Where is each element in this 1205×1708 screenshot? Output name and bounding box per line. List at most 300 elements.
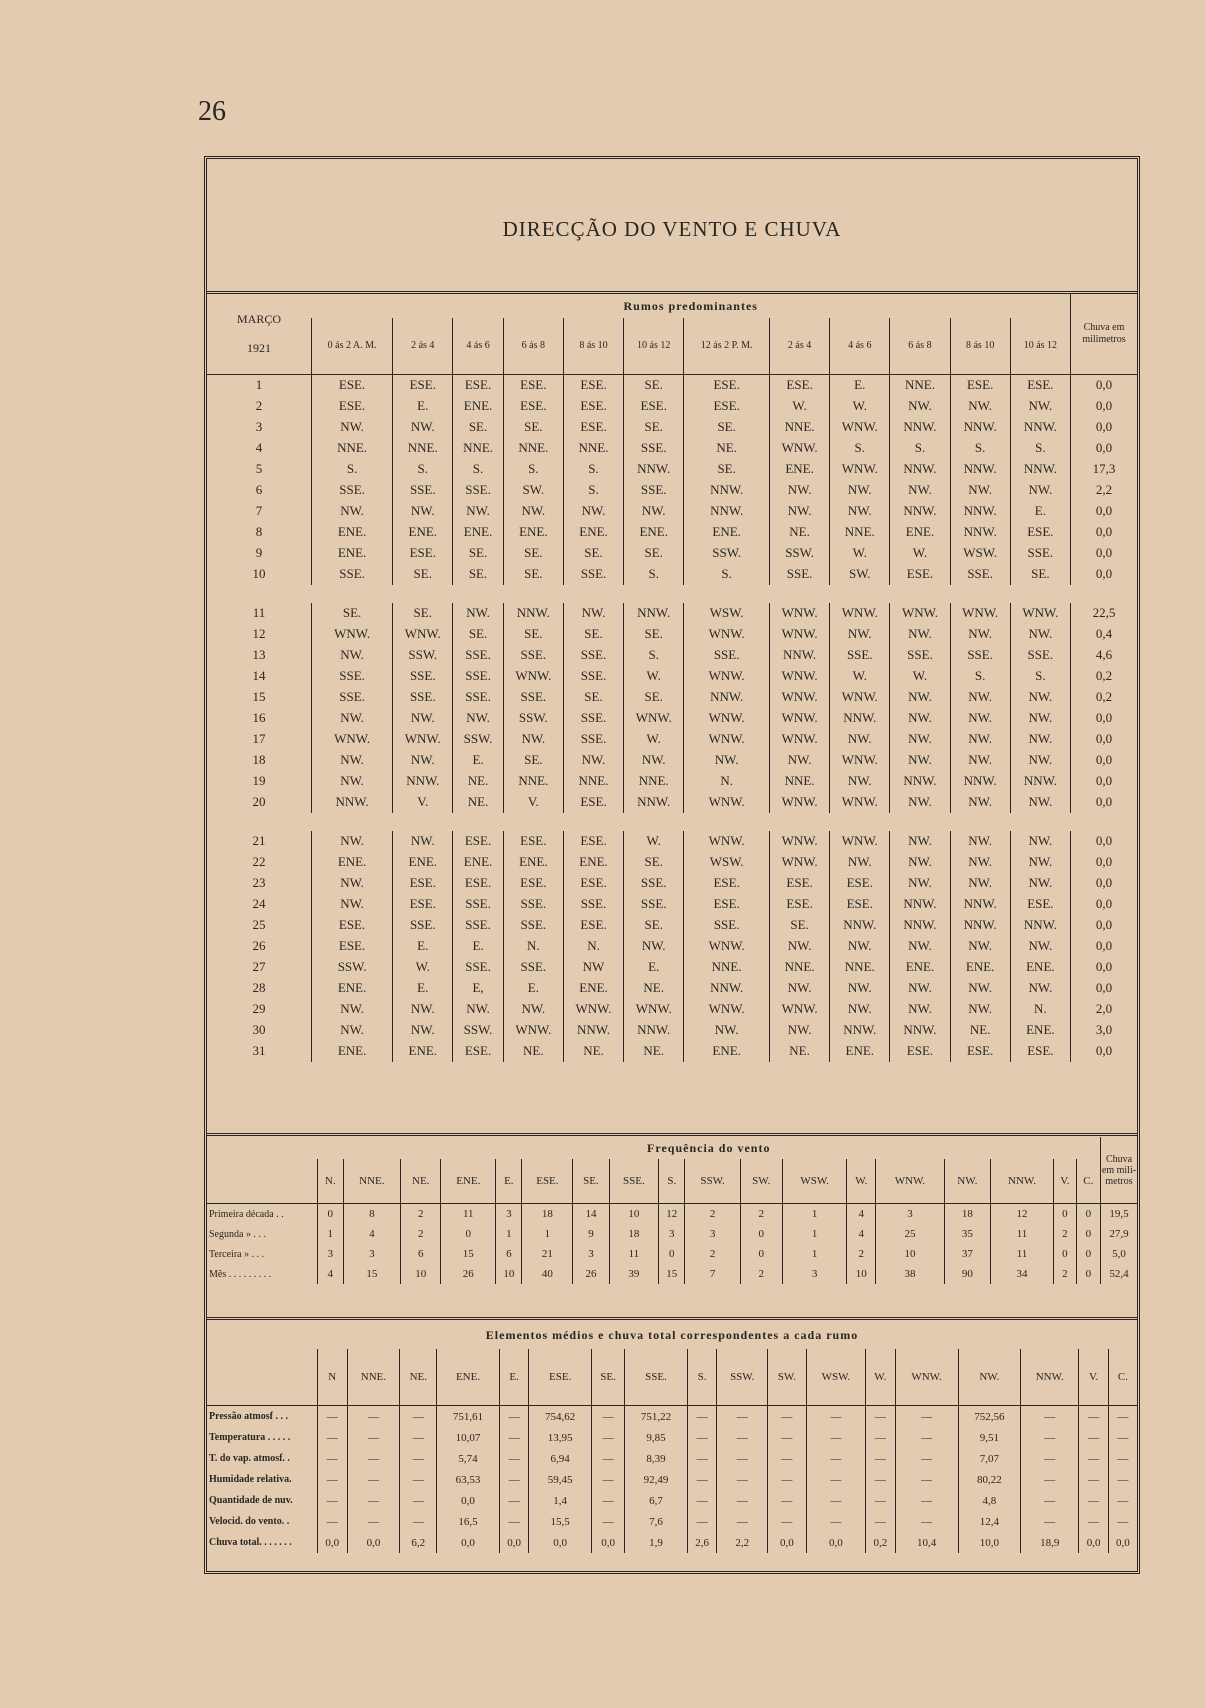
- element-cell: —: [318, 1406, 348, 1428]
- frequency-cell: 3: [782, 1264, 847, 1284]
- direction-header: E.: [499, 1349, 529, 1406]
- direction-cell: SE.: [624, 687, 684, 708]
- direction-cell: SSE.: [890, 645, 950, 666]
- table-row: [207, 396, 1137, 417]
- direction-cell: NW.: [312, 894, 393, 915]
- direction-cell: E.: [393, 978, 453, 999]
- direction-cell: NW.: [453, 999, 503, 1020]
- direction-cell: NNW.: [890, 417, 950, 438]
- frequency-cell: 18: [609, 1224, 659, 1244]
- element-cell: —: [895, 1406, 958, 1428]
- direction-cell: N.: [503, 936, 563, 957]
- frequency-cell: 37: [944, 1244, 990, 1264]
- direction-cell: E.: [453, 750, 503, 771]
- element-cell: 9,51: [958, 1427, 1021, 1448]
- direction-cell: NNW.: [950, 522, 1010, 543]
- frequency-cell: 12: [659, 1204, 685, 1225]
- direction-cell: S.: [684, 564, 770, 585]
- table-row: [207, 1511, 1137, 1532]
- direction-cell: NW.: [950, 831, 1010, 852]
- direction-cell: ESE.: [563, 873, 623, 894]
- direction-cell: NW.: [830, 852, 890, 873]
- element-cell: —: [866, 1448, 896, 1469]
- element-cell: —: [768, 1469, 807, 1490]
- element-cell: 0,0: [499, 1532, 529, 1553]
- direction-cell: SSE.: [684, 645, 770, 666]
- frequency-cell: 39: [609, 1264, 659, 1284]
- direction-cell: ENE.: [453, 396, 503, 417]
- direction-cell: NW.: [1010, 750, 1070, 771]
- direction-cell: NW.: [563, 501, 623, 522]
- frequency-cell: 2: [847, 1244, 876, 1264]
- direction-cell: NNW.: [684, 501, 770, 522]
- direction-cell: WNW.: [770, 624, 830, 645]
- element-cell: —: [1108, 1448, 1137, 1469]
- table-row: [207, 645, 1137, 666]
- table-row: [207, 978, 1137, 999]
- rain-cell: 27,9: [1101, 1224, 1138, 1244]
- element-cell: —: [895, 1511, 958, 1532]
- frequency-cell: 6: [401, 1244, 441, 1264]
- rain-cell: 0,0: [1071, 543, 1138, 564]
- element-cell: 1,9: [625, 1532, 688, 1553]
- element-cell: 6,94: [529, 1448, 592, 1469]
- direction-cell: SE.: [563, 687, 623, 708]
- direction-header: SE.: [573, 1159, 609, 1204]
- element-cell: —: [1079, 1448, 1109, 1469]
- table-row: [207, 543, 1137, 564]
- direction-cell: WSW.: [950, 543, 1010, 564]
- rain-cell: 0,0: [1071, 750, 1138, 771]
- direction-cell: ESE.: [950, 1041, 1010, 1062]
- table-row: [207, 1469, 1137, 1490]
- rain-cell: 5,0: [1101, 1244, 1138, 1264]
- direction-cell: NW.: [950, 999, 1010, 1020]
- direction-cell: NNE.: [563, 771, 623, 792]
- frequency-cell: 2: [1054, 1264, 1076, 1284]
- direction-cell: NW.: [684, 750, 770, 771]
- direction-cell: S.: [563, 480, 623, 501]
- table-row: [207, 936, 1137, 957]
- direction-cell: SSW.: [312, 957, 393, 978]
- direction-header: ENE.: [437, 1349, 500, 1406]
- direction-cell: WNW.: [684, 936, 770, 957]
- frequency-cell: 2: [401, 1204, 441, 1225]
- element-cell: —: [1079, 1469, 1109, 1490]
- table-row: [207, 708, 1137, 729]
- direction-cell: WNW.: [684, 624, 770, 645]
- element-cell: —: [499, 1490, 529, 1511]
- hour-header: 0 ás 2 A. M.: [312, 318, 393, 374]
- direction-cell: NW.: [950, 978, 1010, 999]
- element-cell: —: [866, 1511, 896, 1532]
- direction-cell: SSE.: [563, 894, 623, 915]
- direction-cell: ENE.: [770, 459, 830, 480]
- table-row: [207, 687, 1137, 708]
- element-cell: —: [400, 1511, 437, 1532]
- frequency-cell: 7: [685, 1264, 740, 1284]
- table-row: [207, 915, 1137, 936]
- direction-header: C.: [1076, 1159, 1100, 1204]
- rain-cell: 0,0: [1071, 894, 1138, 915]
- table-frame: [204, 156, 1140, 1574]
- element-cell: —: [347, 1490, 400, 1511]
- direction-header: WNW.: [895, 1349, 958, 1406]
- frequency-cell: 2: [401, 1224, 441, 1244]
- element-cell: —: [717, 1406, 768, 1428]
- table-row: [207, 729, 1137, 750]
- direction-cell: SSE.: [312, 687, 393, 708]
- direction-cell: SSE.: [624, 438, 684, 459]
- direction-cell: NE.: [770, 522, 830, 543]
- element-cell: 10,0: [958, 1532, 1021, 1553]
- table-row: [207, 750, 1137, 771]
- year-label: 1921: [247, 340, 271, 355]
- rain-cell: 0,0: [1071, 729, 1138, 750]
- hour-header: 10 ás 12: [1010, 318, 1070, 374]
- direction-cell: NW.: [684, 1020, 770, 1041]
- element-cell: —: [687, 1490, 717, 1511]
- mean-elements-table: [207, 1321, 1137, 1553]
- direction-cell: NE.: [684, 438, 770, 459]
- element-cell: —: [1021, 1427, 1079, 1448]
- direction-cell: SSE.: [770, 564, 830, 585]
- direction-cell: S.: [830, 438, 890, 459]
- direction-cell: E.: [503, 978, 563, 999]
- direction-cell: NNW.: [890, 915, 950, 936]
- frequency-cell: 26: [573, 1264, 609, 1284]
- frequency-cell: 3: [685, 1224, 740, 1244]
- direction-cell: ESE.: [503, 374, 563, 396]
- direction-cell: SSE.: [563, 564, 623, 585]
- direction-cell: ESE.: [1010, 522, 1070, 543]
- direction-cell: SSE.: [563, 708, 623, 729]
- frequency-cell: 15: [441, 1244, 496, 1264]
- direction-cell: NNW.: [624, 1020, 684, 1041]
- table-row: [207, 1020, 1137, 1041]
- day-cell: 31: [252, 1043, 266, 1058]
- frequency-cell: 14: [573, 1204, 609, 1225]
- direction-cell: WNW.: [393, 729, 453, 750]
- direction-cell: WNW.: [770, 999, 830, 1020]
- direction-cell: ESE.: [503, 396, 563, 417]
- day-cell: 25: [252, 917, 266, 932]
- element-cell: 6,7: [625, 1490, 688, 1511]
- direction-cell: SSW.: [684, 543, 770, 564]
- hour-header: 10 ás 12: [624, 318, 684, 374]
- element-cell: 0,0: [437, 1490, 500, 1511]
- rain-cell: 0,2: [1071, 687, 1138, 708]
- direction-cell: NW.: [312, 1020, 393, 1041]
- element-cell: —: [318, 1427, 348, 1448]
- element-cell: —: [1079, 1490, 1109, 1511]
- direction-cell: NE.: [563, 1041, 623, 1062]
- direction-cell: SSE.: [393, 915, 453, 936]
- rain-cell: 0,0: [1071, 417, 1138, 438]
- direction-cell: NNW.: [950, 501, 1010, 522]
- direction-cell: ESE.: [950, 374, 1010, 396]
- element-cell: 0,0: [529, 1532, 592, 1553]
- month-label: MARÇO: [236, 311, 281, 326]
- day-cell: 8: [255, 524, 263, 539]
- element-cell: 59,45: [529, 1469, 592, 1490]
- element-cell: —: [866, 1469, 896, 1490]
- direction-cell: ESE.: [503, 831, 563, 852]
- table-row: [207, 564, 1137, 585]
- element-cell: 0,0: [1108, 1532, 1137, 1553]
- direction-cell: NW.: [312, 750, 393, 771]
- direction-cell: ESE.: [1010, 1041, 1070, 1062]
- direction-cell: WNW.: [770, 831, 830, 852]
- rain-cell: 3,0: [1071, 1020, 1138, 1041]
- element-cell: 2,6: [687, 1532, 717, 1553]
- element-cell: 754,62: [529, 1406, 592, 1428]
- frequency-cell: 10: [401, 1264, 441, 1284]
- direction-cell: SSE.: [684, 915, 770, 936]
- direction-header: NE.: [400, 1349, 437, 1406]
- rain-cell: 2,0: [1071, 999, 1138, 1020]
- hour-header: 6 ás 8: [890, 318, 950, 374]
- direction-cell: SE.: [624, 624, 684, 645]
- element-cell: 0,2: [866, 1532, 896, 1553]
- direction-cell: NNE.: [503, 771, 563, 792]
- frequency-cell: 1: [782, 1244, 847, 1264]
- element-cell: —: [1108, 1469, 1137, 1490]
- direction-cell: WSW.: [684, 603, 770, 624]
- direction-cell: SSE.: [453, 957, 503, 978]
- frequency-cell: 4: [847, 1224, 876, 1244]
- direction-cell: SSE.: [312, 564, 393, 585]
- direction-cell: NW.: [890, 750, 950, 771]
- direction-cell: NNW.: [890, 771, 950, 792]
- rain-cell: 0,0: [1071, 936, 1138, 957]
- rain-cell: 0,0: [1071, 1041, 1138, 1062]
- direction-cell: NW.: [1010, 480, 1070, 501]
- element-cell: —: [717, 1448, 768, 1469]
- direction-header: C.: [1108, 1349, 1137, 1406]
- direction-cell: WNW.: [684, 708, 770, 729]
- frequency-cell: 25: [876, 1224, 945, 1244]
- direction-cell: NW.: [312, 417, 393, 438]
- direction-cell: NNW.: [950, 894, 1010, 915]
- direction-cell: ESE.: [684, 374, 770, 396]
- direction-header: V.: [1054, 1159, 1076, 1204]
- direction-cell: ESE.: [563, 831, 623, 852]
- element-cell: —: [499, 1427, 529, 1448]
- direction-cell: NW.: [950, 792, 1010, 813]
- day-cell: 15: [252, 689, 266, 704]
- direction-cell: SE.: [453, 417, 503, 438]
- frequency-cell: 10: [847, 1264, 876, 1284]
- frequency-cell: 11: [990, 1224, 1053, 1244]
- month-year-header: [207, 294, 312, 374]
- day-cell: 26: [252, 938, 266, 953]
- rain-cell: 0,0: [1071, 501, 1138, 522]
- table-row: [207, 1204, 1137, 1225]
- direction-cell: ESE.: [453, 374, 503, 396]
- day-cell: 16: [252, 710, 266, 725]
- direction-header: WSW.: [782, 1159, 847, 1204]
- element-cell: —: [768, 1511, 807, 1532]
- direction-cell: NW.: [312, 645, 393, 666]
- direction-cell: NW.: [770, 480, 830, 501]
- direction-cell: S.: [624, 645, 684, 666]
- direction-cell: ESE.: [453, 831, 503, 852]
- direction-cell: ENE.: [453, 522, 503, 543]
- element-cell: —: [499, 1511, 529, 1532]
- day-cell: 7: [255, 503, 263, 518]
- direction-cell: NW.: [770, 936, 830, 957]
- direction-cell: ENE.: [312, 978, 393, 999]
- element-cell: —: [499, 1448, 529, 1469]
- rain-cell: 0,0: [1071, 978, 1138, 999]
- frequency-cell: 3: [659, 1224, 685, 1244]
- table-row: [207, 1448, 1137, 1469]
- rain-header: Chuva em milimetros: [1071, 294, 1138, 374]
- frequency-cell: 34: [990, 1264, 1053, 1284]
- direction-header: SSW.: [685, 1159, 740, 1204]
- element-cell: —: [499, 1469, 529, 1490]
- direction-cell: WNW.: [312, 729, 393, 750]
- divider: [207, 1317, 1137, 1320]
- rain-cell: 2,2: [1071, 480, 1138, 501]
- wind-frequency-table: [207, 1137, 1137, 1284]
- direction-cell: ENE.: [684, 522, 770, 543]
- element-cell: —: [717, 1427, 768, 1448]
- element-cell: —: [1108, 1490, 1137, 1511]
- direction-cell: NNE.: [770, 417, 830, 438]
- direction-cell: ESE.: [684, 873, 770, 894]
- frequency-cell: 90: [944, 1264, 990, 1284]
- direction-cell: SW.: [830, 564, 890, 585]
- frequency-cell: 11: [990, 1244, 1053, 1264]
- element-cell: 92,49: [625, 1469, 688, 1490]
- direction-cell: SSE.: [503, 687, 563, 708]
- element-cell: —: [768, 1448, 807, 1469]
- direction-cell: ENE.: [312, 852, 393, 873]
- direction-cell: NW.: [1010, 729, 1070, 750]
- direction-cell: NNW.: [890, 501, 950, 522]
- frequency-cell: 10: [876, 1244, 945, 1264]
- element-cell: 751,61: [437, 1406, 500, 1428]
- direction-cell: ESE.: [312, 936, 393, 957]
- element-cell: —: [1021, 1490, 1079, 1511]
- day-cell: 28: [252, 980, 266, 995]
- direction-cell: NNW.: [950, 915, 1010, 936]
- direction-cell: NW.: [830, 624, 890, 645]
- direction-cell: WNW.: [563, 999, 623, 1020]
- direction-cell: SSW.: [453, 729, 503, 750]
- direction-cell: NNW.: [393, 771, 453, 792]
- row-label: Chuva total. . . . . . .: [209, 1537, 292, 1548]
- element-cell: 0,0: [1079, 1532, 1109, 1553]
- direction-cell: WNW.: [770, 708, 830, 729]
- element-cell: 1,4: [529, 1490, 592, 1511]
- direction-cell: W.: [830, 666, 890, 687]
- direction-cell: NW.: [950, 624, 1010, 645]
- direction-cell: NW.: [950, 480, 1010, 501]
- direction-cell: WNW.: [312, 624, 393, 645]
- row-label: Terceira » . . .: [209, 1248, 265, 1260]
- direction-cell: E,: [453, 978, 503, 999]
- direction-cell: S.: [393, 459, 453, 480]
- page-number: 26: [198, 96, 226, 127]
- frequency-cell: 4: [343, 1224, 401, 1244]
- table-row: [207, 831, 1137, 852]
- direction-cell: NW.: [770, 978, 830, 999]
- day-cell: 3: [255, 419, 263, 434]
- table-row: [207, 894, 1137, 915]
- element-cell: —: [806, 1448, 865, 1469]
- element-cell: —: [866, 1490, 896, 1511]
- table-row: [207, 417, 1137, 438]
- direction-cell: ESE.: [563, 374, 623, 396]
- day-cell: 21: [252, 833, 266, 848]
- direction-cell: SSE.: [950, 564, 1010, 585]
- frequency-cell: 1: [782, 1204, 847, 1225]
- direction-cell: WNW.: [830, 687, 890, 708]
- direction-cell: S.: [1010, 438, 1070, 459]
- table-row: [207, 480, 1137, 501]
- element-cell: —: [866, 1406, 896, 1428]
- direction-header: W.: [847, 1159, 876, 1204]
- element-cell: 12,4: [958, 1511, 1021, 1532]
- direction-cell: WNW.: [770, 792, 830, 813]
- rain-cell: 0,0: [1071, 708, 1138, 729]
- direction-cell: NW.: [393, 831, 453, 852]
- direction-cell: NW: [563, 957, 623, 978]
- direction-cell: ESE.: [563, 417, 623, 438]
- direction-cell: ESE.: [312, 396, 393, 417]
- element-cell: 10,4: [895, 1532, 958, 1553]
- element-cell: —: [1108, 1511, 1137, 1532]
- table-row: [207, 603, 1137, 624]
- direction-cell: NNW.: [563, 1020, 623, 1041]
- direction-cell: NW.: [1010, 687, 1070, 708]
- direction-cell: ESE.: [563, 915, 623, 936]
- table-row: [207, 1244, 1137, 1264]
- hour-header: 2 ás 4: [393, 318, 453, 374]
- rain-cell: 0,0: [1071, 374, 1138, 396]
- element-cell: —: [806, 1469, 865, 1490]
- direction-cell: SE.: [503, 750, 563, 771]
- frequency-cell: 11: [441, 1204, 496, 1225]
- direction-cell: NW.: [393, 417, 453, 438]
- direction-cell: ESE.: [393, 543, 453, 564]
- direction-cell: ENE.: [393, 522, 453, 543]
- direction-cell: ENE.: [563, 522, 623, 543]
- direction-cell: SSW.: [393, 645, 453, 666]
- element-cell: —: [591, 1406, 624, 1428]
- direction-cell: NNE.: [393, 438, 453, 459]
- direction-header: N: [318, 1349, 348, 1406]
- direction-cell: SE.: [1010, 564, 1070, 585]
- direction-cell: ENE.: [1010, 957, 1070, 978]
- direction-cell: ESE.: [312, 915, 393, 936]
- direction-cell: S.: [624, 564, 684, 585]
- hour-header: 12 ás 2 P. M.: [684, 318, 770, 374]
- direction-cell: NW.: [950, 936, 1010, 957]
- direction-cell: NNW.: [624, 603, 684, 624]
- direction-cell: NNW.: [950, 459, 1010, 480]
- element-cell: 2,2: [717, 1532, 768, 1553]
- frequency-cell: 3: [496, 1204, 522, 1225]
- frequency-cell: 8: [343, 1204, 401, 1225]
- direction-cell: ESE.: [453, 1041, 503, 1062]
- element-cell: 0,0: [437, 1532, 500, 1553]
- direction-cell: ESE.: [563, 792, 623, 813]
- direction-cell: WNW.: [770, 729, 830, 750]
